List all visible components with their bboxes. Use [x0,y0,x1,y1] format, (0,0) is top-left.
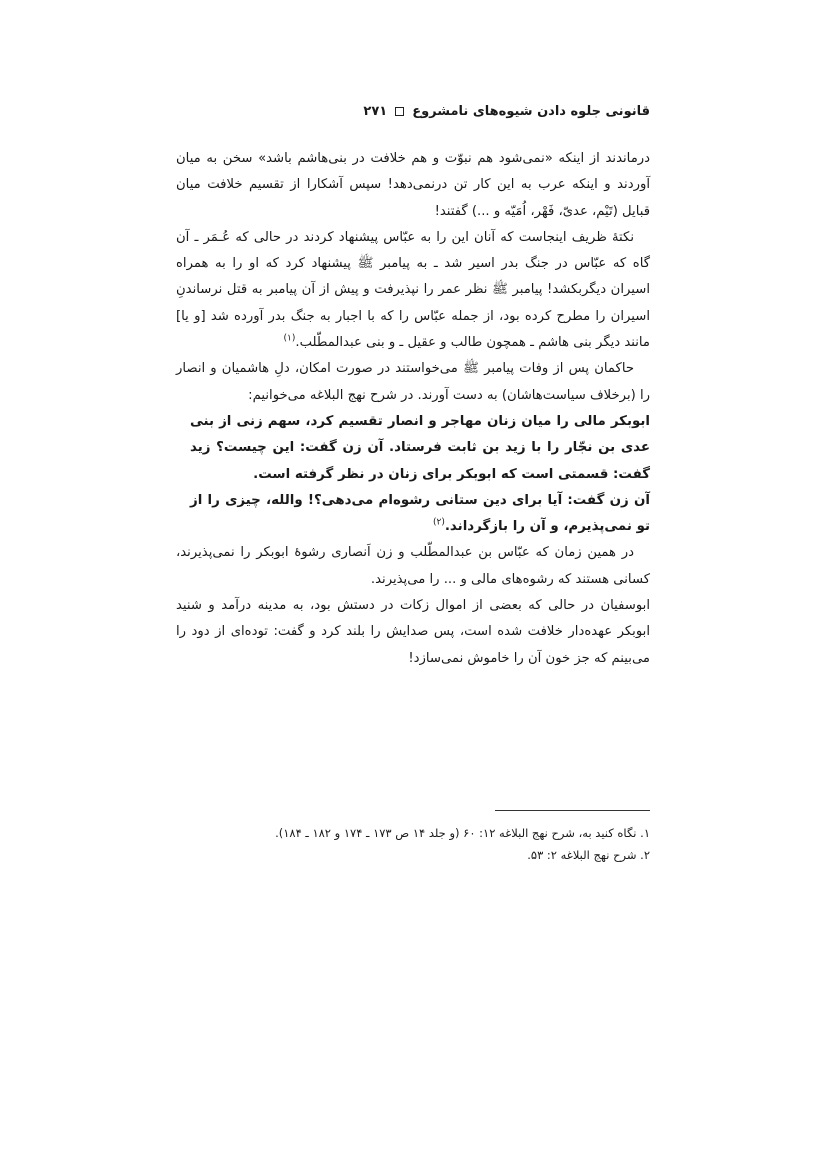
footnote-divider [495,810,650,811]
chapter-title: قانونی جلوه دادن شیوه‌های نامشروع [412,104,650,119]
paragraph-2 [176,225,650,356]
paragraph-3: حاکمان پس از وفات پیامبر ﷺ می‌خواستند در صورت امکان، دلِ هاشمیان و انصار را (برخلاف سیاست‌هاشان) به دست آورند. در شرح نهج البلاغه می‌خوانیم: [176,361,650,403]
quote-paragraph-1: ابوبکر مالی را میان زنان مهاجر و انصار تقسیم کرد، سهم زنی از بنی عدی بن نجّار را با زید بن ثابت فرستاد. آن زن گفت: این چیست؟ زید گفت: قسمتی است که ابوبکر برای زنان در نظر گرفته است. [190,413,650,482]
block-quote [176,409,650,540]
paragraph-4: در همین زمان که عبّاس بن عبدالمطّلب و زن اَنصاری رشوهٔ ابوبکر را نمی‌پذیرند، کسانی هستند که رشوه‌های مالی و ... را می‌پذیرند. [176,545,650,587]
footnote-1: ۱. نگاه کنید به، شرح نهج البلاغه ۱۲: ۶۰ (و جلد ۱۴ ص ۱۷۳ ـ ۱۷۴ و ۱۸۲ ـ ۱۸۴). [275,826,650,840]
page-number: ۲۷۱ [363,104,388,119]
paragraph-2-text: نکتهٔ ظریف اینجاست که آنان این را به عبّاس پیشنهاد کردند در حالی که عُـمَر ـ آن گاه که عبّاس در جنگ بدر اسیر شد ـ به پیامبر ﷺ پیشنهاد کرد که او را به همراه اسیران دیگربکشد! پیامبر ﷺ نظر عمر را نپذیرفت و پیش از آن پیامبر به قتل نرساندنِ اسیران را مطرح کرده بود، از جمله عبّاس را که با اجبار به جنگ بدر آورده شد [و یا] مانند دیگر بنی هاشم ـ همچون طالب و عقیل ـ و بنی عبدالمطّلب. [176,229,650,351]
paragraph-1: درماندند از اینکه «نمی‌شود هم نبوّت و هم خلافت در بنی‌هاشم باشد» سخن به میان آوردند و اینکه عرب به این کار تن درنمی‌دهد! سپس آشکارا از تقسیم خلافت میان قبایل (تَیْم، عدیّ، فَهْر، اُمَیّه و ...) گفتند! [176,151,650,219]
running-header [363,104,650,119]
footnote-2: ۲. شرح نهج البلاغه ۲: ۵۳. [527,848,650,862]
footnote-ref-2: (۲) [432,517,445,528]
paragraph-5: ابوسفیان در حالی که بعضی از اموال زکات در دستش بود، به مدینه درآمد و شنید ابوبکر عهده‌دار خلافت شده است، پس صدایش را بلند کرد و گفت: توده‌ای از دود را می‌بینم که جز خون آن را خاموش نمی‌سازد! [176,598,650,666]
main-text [176,146,650,672]
quote-paragraph-2 [190,488,650,541]
quote-paragraph-2-text: آن زن گفت: آیا برای دین ستانی رشوه‌ام می‌دهی؟! والله، چیزی را از تو نمی‌پذیرم، و آن را بازگرداند. [190,492,650,535]
header-square-icon [395,107,404,116]
footnote-ref-1: (۱) [283,333,296,344]
footnotes [176,822,650,866]
